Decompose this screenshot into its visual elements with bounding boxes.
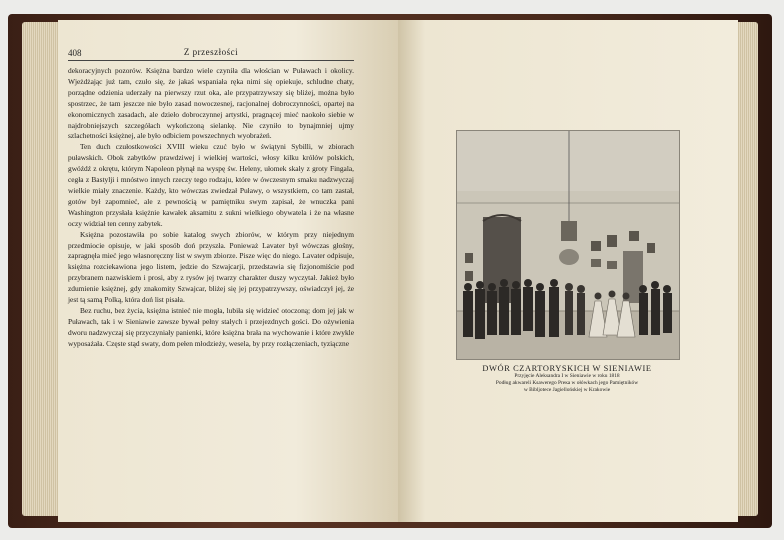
- caption-line: Podług akwareli Ksawerego Prека w ołówkach jego Pamiętników: [495, 380, 639, 386]
- page-header: [68, 46, 354, 61]
- engraving-illustration: [457, 131, 679, 359]
- illustration-plate: [456, 130, 680, 360]
- paragraph: Bez ruchu, bez życia, księżna istnieć nie mogła, lubiła się widzieć otoczoną; dom jej jak w Puławach, tak i w Sieniawie zawsze bywał pełny stałych i przejezdnych gości. Do ożywienia dworu nadzwyczaj się przyczyniały panienki, które księżna brała na wychowanie i które zwykle wyposażała. Częste stąd swaty, dom pełen młodzieży, wesela, by przy rozłączeniach, tyziączne: [68, 305, 354, 348]
- caption-line: Przyjęcie Aleksandra I w Sieniawie w roku 1818: [514, 373, 620, 379]
- running-title: Z przeszłości: [183, 47, 239, 57]
- plate-caption: [440, 364, 694, 394]
- paragraph: Księżna pozostawiła po sobie katalog swych zbiorów, w którym przy niejednym przedmiocie opisuje, w jaki sposób doń przyszła. Ponieważ Lavater był wówczas głośny, zapragnęła mieć jego własnoręczny list w swym zbiorze. Pisze więc do niego. Lavater odpisuje, księżna rozciekawiona jego listem, jedzie do Szwajcarji, przedstawia się fizjonomiście pod przybranem nazwiskiem i prosi, aby z rysów jej twarzy charakter duszy wyczytał. Jakież było zdumienie księżnej, gdy znakomity Szwajcar, bliżej się jej przypatrzywszy, oświadczył jej, że jest tą samą Polką, która doń list pisała.: [68, 229, 354, 305]
- caption-line: w Bibljotece Jagiellońskiej w Krakowie: [523, 387, 611, 393]
- caption-title: DWÓR CZARTORYSKICH W SIENIAWIE: [482, 364, 652, 373]
- page-edges-left: [22, 22, 62, 516]
- paragraph: Ten duch czułostkowości XVIII wieku czuć było w świątyni Sybilli, w zbiorach puławskich. Obok zabytków prawdziwej i wielkiej wartości, włosy kilku królów polskich, gwóźdź z okrętu, którym Napoleon płynął na wyspę św. Heleny, ułomek skały z groty Fingala, cegła z Bastylji i mnóstwo innych rzeczy tego rodzaju, które w ówczesnym smaku nadzwyczaj wielkie miały znaczenie. Każdy, kto wówczas zwiedzał Puławy, o wszystkiem, co tam zastał, gotów był zapomnieć, ale z pewnością w pamiętniku swym zapisał, że wnuczka pani Washington przysłała księżnie kawałek aksamitu z sukni wielkiego obywatela i że na własne oczy widział ten cenny zabytek.: [68, 142, 354, 228]
- body-text: [68, 66, 354, 350]
- paragraph: dekoracyjnych pozorów. Księżna bardzo wiele czyniła dla włościan w Puławach i okolicy. Wjeżdżając już tam, czuło się, że jakaś wspaniała ręka nimi się opiekuje, schludne chaty, porządne odzienia uderzały na pierwszy rzut oka, ale przypatrzywszy się bliżej, można było spostrzec, że tam jeszcze nie było zasad nowoczesnej, racjonalnej dobroczynności, opartej na ekonomicznych zasadach, ale dzieło dobroczynnej artystki, pragnącej mieć naokoło siebie w najdrobniejszych szczegółach wykończoną sielankę. Nie czyniło to bynajmniej ujmy szlachetności księżnej, ale było odbiciem powszechnych wyobrażeń.: [68, 66, 354, 141]
- page-number: 408: [68, 48, 82, 58]
